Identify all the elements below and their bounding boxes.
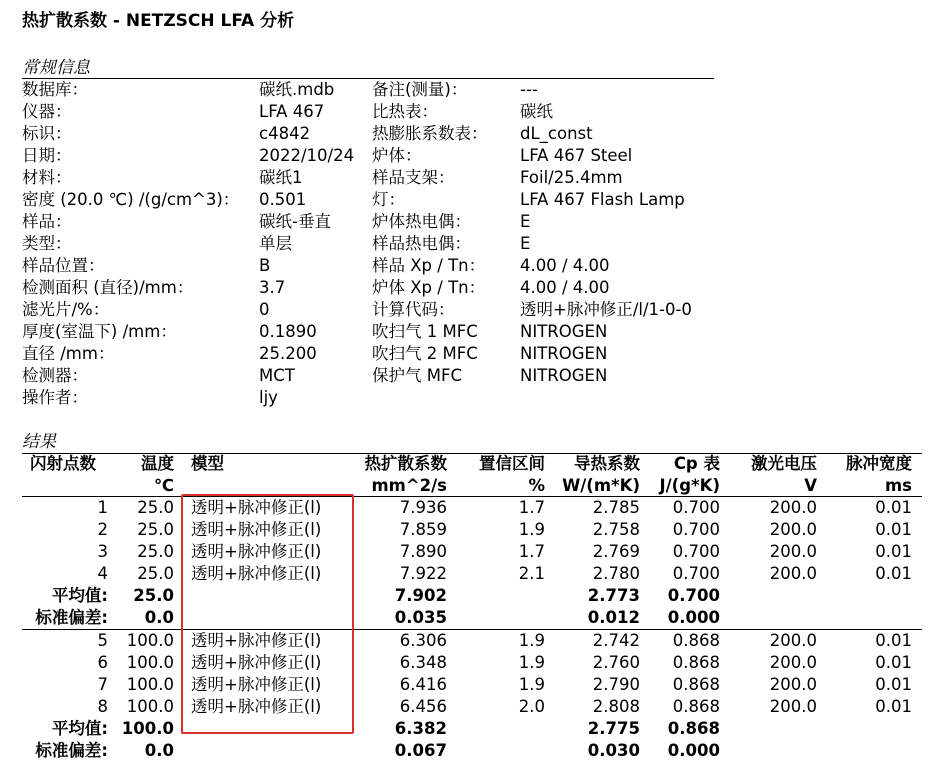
table-cell: 0.868 (672, 653, 720, 672)
model-cell: 透明+脉冲修正(l) (191, 631, 322, 650)
general-left-label: 材料： (22, 168, 72, 187)
table-cell: 7 (97, 675, 108, 694)
table-cell: 1.9 (518, 653, 545, 672)
mean-diffusivity: 7.902 (394, 586, 447, 605)
general-left-value: 25.200 (259, 344, 317, 363)
table-cell: 25.0 (137, 564, 174, 583)
table-cell: 5 (97, 631, 108, 650)
general-left-value: c4842 (259, 124, 311, 143)
table-cell: 0.01 (875, 675, 912, 694)
table-cell: 200.0 (769, 520, 817, 539)
table-cell: 2.742 (592, 631, 640, 650)
general-right-value: --- (520, 80, 538, 99)
table-cell: 2.808 (592, 697, 640, 716)
general-right-value: NITROGEN (520, 344, 608, 363)
table-cell: 200.0 (769, 631, 817, 650)
std-label: 标准偏差: (35, 608, 108, 627)
general-left-value: 0.1890 (259, 322, 317, 341)
table-cell: 0.868 (672, 631, 720, 650)
table-cell: 0.700 (672, 564, 720, 583)
table-cell: 6.456 (399, 697, 447, 716)
column-header: 闪射点数 (30, 454, 96, 473)
mean-cp: 0.868 (667, 719, 720, 738)
general-right-label: 备注(测量)： (372, 80, 468, 99)
std-temp: 0.0 (144, 608, 174, 627)
table-cell: 100.0 (126, 631, 174, 650)
table-cell: 6.416 (399, 675, 447, 694)
std-diffusivity: 0.067 (394, 741, 447, 760)
general-right-value: NITROGEN (520, 366, 608, 385)
general-left-value: 单层 (259, 234, 292, 253)
general-left-label: 日期： (22, 146, 72, 165)
table-cell: 0.01 (875, 564, 912, 583)
table-cell: 1.9 (518, 631, 545, 650)
general-right-value: LFA 467 Steel (520, 146, 633, 165)
general-right-label: 计算代码： (372, 300, 455, 319)
general-left-label: 样品： (22, 212, 72, 231)
general-right-label: 比热表： (372, 102, 438, 121)
table-cell: 8 (97, 697, 108, 716)
general-left-label: 样品位置： (22, 256, 105, 275)
general-left-value: MCT (259, 366, 295, 385)
table-cell: 0.01 (875, 498, 912, 517)
model-cell: 透明+脉冲修正(l) (191, 653, 322, 672)
table-cell: 0.01 (875, 653, 912, 672)
general-right-value: E (520, 212, 531, 231)
table-cell: 2.758 (592, 520, 640, 539)
general-right-value: E (520, 234, 531, 253)
mean-cp: 0.700 (667, 586, 720, 605)
general-right-label: 吹扫气 2 MFC (372, 344, 478, 363)
column-header: 脉冲宽度 (846, 454, 912, 473)
table-cell: 7.859 (399, 520, 447, 539)
table-cell: 4 (97, 564, 108, 583)
table-cell: 0.01 (875, 697, 912, 716)
table-cell: 200.0 (769, 653, 817, 672)
general-left-value: B (259, 256, 271, 275)
general-right-label: 灯： (372, 190, 405, 209)
general-left-label: 滤光片/%： (22, 300, 110, 319)
general-right-value: dL_const (520, 124, 593, 143)
column-header: 置信区间 (479, 454, 545, 473)
general-left-value: LFA 467 (259, 102, 325, 121)
general-right-value: NITROGEN (520, 322, 608, 341)
table-cell: 2.780 (592, 564, 640, 583)
general-right-label: 炉体： (372, 146, 422, 165)
table-cell: 200.0 (769, 564, 817, 583)
table-cell: 200.0 (769, 542, 817, 561)
table-cell: 6 (97, 653, 108, 672)
model-cell: 透明+脉冲修正(l) (191, 697, 322, 716)
std-conductivity: 0.030 (587, 741, 640, 760)
table-cell: 100.0 (126, 653, 174, 672)
general-right-value: 透明+脉冲修正/l/1-0-0 (520, 300, 692, 319)
column-unit: ms (884, 476, 912, 495)
column-header: 激光电压 (751, 454, 817, 473)
general-right-label: 热膨胀系数表： (372, 124, 488, 143)
mean-label: 平均值: (51, 719, 108, 738)
table-cell: 0.868 (672, 675, 720, 694)
mean-conductivity: 2.773 (587, 586, 640, 605)
table-cell: 6.348 (399, 653, 447, 672)
general-right-value: 4.00 / 4.00 (520, 256, 610, 275)
table-cell: 100.0 (126, 675, 174, 694)
general-left-label: 检测面积 (直径)/mm： (22, 278, 194, 297)
results-section-heading: 结果 (22, 432, 56, 452)
column-unit: V (804, 476, 817, 495)
column-header: 导热系数 (574, 454, 640, 473)
column-header: Cp 表 (673, 454, 720, 473)
table-cell: 0.01 (875, 520, 912, 539)
general-right-label: 炉体 Xp / Tn： (372, 278, 486, 297)
table-cell: 0.868 (672, 697, 720, 716)
std-label: 标准偏差: (35, 741, 108, 760)
column-unit: % (528, 476, 545, 495)
table-cell: 200.0 (769, 675, 817, 694)
std-cp: 0.000 (667, 608, 720, 627)
general-left-value: 0 (259, 300, 270, 319)
std-temp: 0.0 (144, 741, 174, 760)
table-cell: 0.700 (672, 498, 720, 517)
general-left-label: 数据库： (22, 80, 88, 99)
table-cell: 7.936 (399, 498, 447, 517)
mean-diffusivity: 6.382 (394, 719, 447, 738)
page-title: 热扩散系数 - NETZSCH LFA 分析 (22, 11, 295, 31)
general-left-label: 标识： (22, 124, 72, 143)
general-left-label: 仪器： (22, 102, 72, 121)
table-cell: 7.922 (399, 564, 447, 583)
table-cell: 2.760 (592, 653, 640, 672)
table-cell: 1.9 (518, 520, 545, 539)
table-cell: 25.0 (137, 520, 174, 539)
general-left-label: 检测器： (22, 366, 88, 385)
std-cp: 0.000 (667, 741, 720, 760)
std-conductivity: 0.012 (587, 608, 640, 627)
table-cell: 25.0 (137, 498, 174, 517)
general-left-value: 3.7 (259, 278, 286, 297)
general-left-label: 厚度(室温下) /mm： (22, 322, 177, 341)
general-right-label: 吹扫气 1 MFC (372, 322, 478, 341)
general-right-label: 样品 Xp / Tn： (372, 256, 486, 275)
table-cell: 0.01 (875, 542, 912, 561)
general-left-value: 2022/10/24 (259, 146, 355, 165)
table-cell: 3 (97, 542, 108, 561)
general-right-value: 碳纸 (520, 102, 553, 121)
table-cell: 100.0 (126, 697, 174, 716)
std-diffusivity: 0.035 (394, 608, 447, 627)
general-right-label: 样品热电偶： (372, 234, 471, 253)
general-left-label: 操作者： (22, 388, 88, 407)
table-cell: 2 (97, 520, 108, 539)
general-left-label: 类型： (22, 234, 72, 253)
model-cell: 透明+脉冲修正(l) (191, 564, 322, 583)
column-header: 温度 (141, 454, 174, 473)
model-cell: 透明+脉冲修正(l) (191, 675, 322, 694)
table-cell: 1.9 (518, 675, 545, 694)
table-cell: 2.785 (592, 498, 640, 517)
general-right-value: 4.00 / 4.00 (520, 278, 610, 297)
model-cell: 透明+脉冲修正(l) (191, 520, 322, 539)
general-left-value: 0.501 (259, 190, 307, 209)
general-right-label: 样品支架： (372, 168, 455, 187)
general-right-label: 炉体热电偶： (372, 212, 471, 231)
column-unit: ℃ (154, 476, 174, 495)
table-cell: 0.01 (875, 631, 912, 650)
table-cell: 0.700 (672, 542, 720, 561)
general-left-label: 直径 /mm： (22, 344, 115, 363)
table-cell: 1.7 (518, 542, 545, 561)
model-cell: 透明+脉冲修正(l) (191, 542, 322, 561)
column-header: 热扩散系数 (364, 454, 447, 473)
general-section-heading: 常规信息 (22, 58, 90, 78)
model-column-highlight (181, 494, 354, 734)
column-header: 模型 (191, 454, 224, 473)
table-cell: 200.0 (769, 697, 817, 716)
column-unit: J/(g*K) (659, 476, 720, 495)
table-cell: 6.306 (399, 631, 447, 650)
general-right-label: 保护气 MFC (372, 366, 462, 385)
model-cell: 透明+脉冲修正(l) (191, 498, 322, 517)
table-cell: 7.890 (399, 542, 447, 561)
general-left-value: 碳纸.mdb (259, 80, 335, 99)
mean-temp: 25.0 (133, 586, 174, 605)
general-left-label: 密度 (20.0 ℃) /(g/cm^3)： (22, 190, 240, 209)
table-cell: 2.0 (518, 697, 545, 716)
table-cell: 2.769 (592, 542, 640, 561)
general-right-value: LFA 467 Flash Lamp (520, 190, 685, 209)
table-cell: 2.1 (518, 564, 545, 583)
general-divider (22, 78, 714, 79)
general-left-value: 碳纸1 (259, 168, 303, 187)
general-right-value: Foil/25.4mm (520, 168, 623, 187)
table-cell: 200.0 (769, 498, 817, 517)
table-cell: 0.700 (672, 520, 720, 539)
mean-label: 平均值: (51, 586, 108, 605)
column-unit: mm^2/s (371, 476, 447, 495)
mean-temp: 100.0 (121, 719, 174, 738)
table-cell: 25.0 (137, 542, 174, 561)
general-left-value: ljy (259, 388, 278, 407)
mean-conductivity: 2.775 (587, 719, 640, 738)
table-cell: 1 (97, 498, 108, 517)
general-left-value: 碳纸-垂直 (259, 212, 331, 231)
table-cell: 1.7 (518, 498, 545, 517)
column-unit: W/(m*K) (562, 476, 640, 495)
table-cell: 2.790 (592, 675, 640, 694)
